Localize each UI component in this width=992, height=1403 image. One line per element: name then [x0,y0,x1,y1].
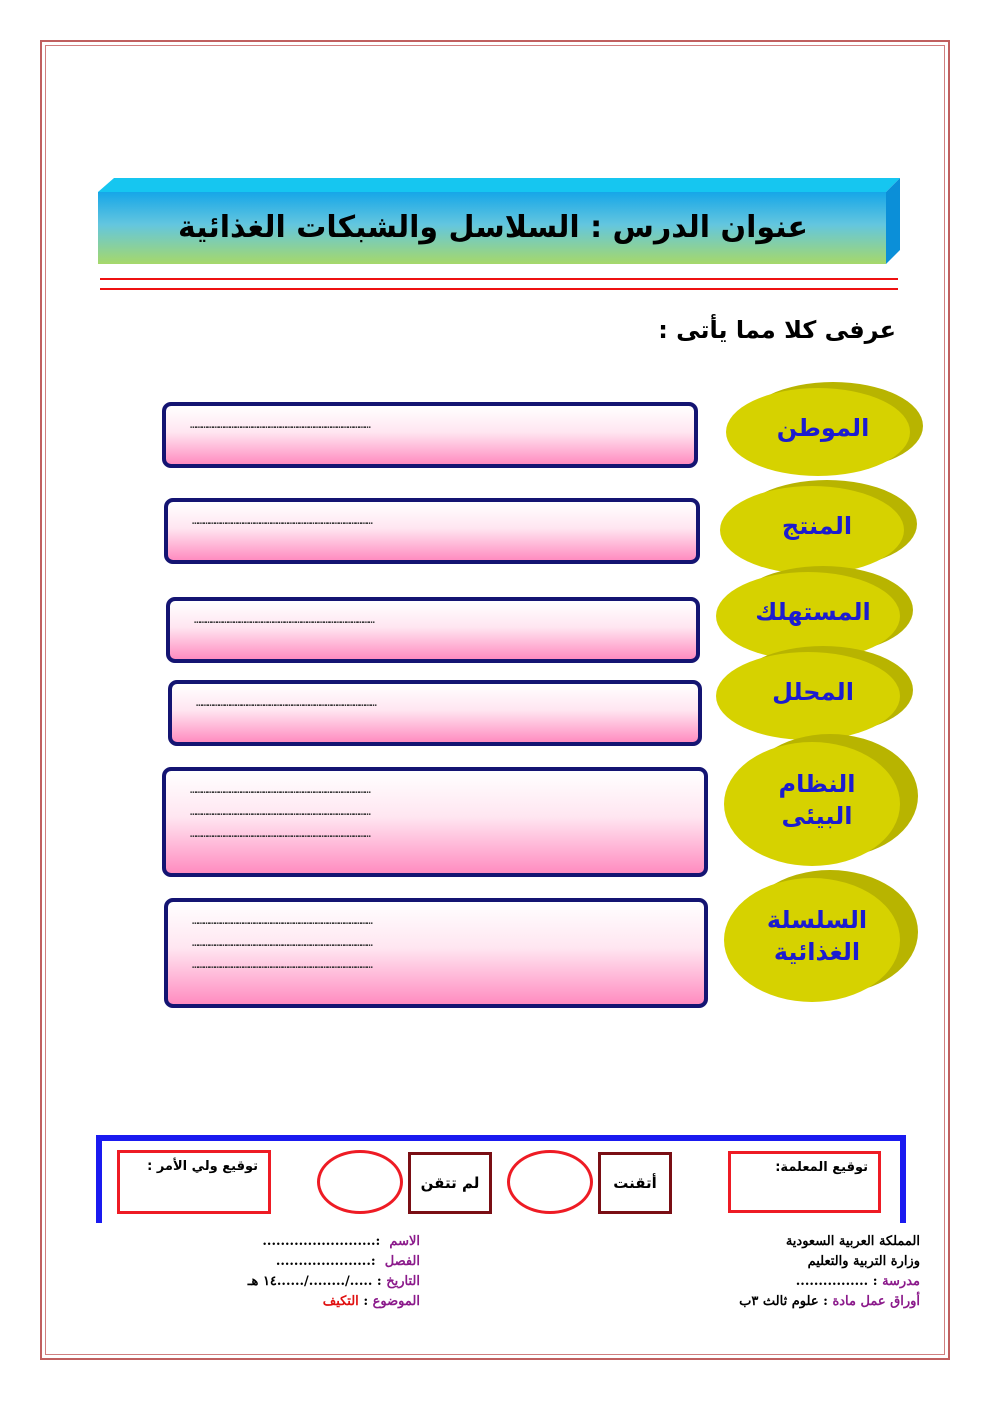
dotted-line: …………………………………………………………………………………… [190,827,370,840]
dotted-line: …………………………………………………………………………………… [192,936,372,949]
topic-row [248,1292,420,1312]
term-line: الموطن [776,414,870,442]
term-line: المستهلك [755,598,871,626]
not-mastered-box [408,1152,492,1214]
teacher-signature-box[interactable] [728,1151,881,1213]
date-value: : ...../......../......١٤ هـ [247,1274,382,1289]
topic-label: الموضوع [372,1294,420,1309]
divider-line-top [100,278,898,280]
term-oval-decomposer [708,640,918,744]
school-value: : ................ [795,1274,878,1289]
school-info [739,1232,920,1312]
name-label: الاسم [389,1234,420,1249]
term-oval-habitat [718,376,928,480]
dotted-line: …………………………………………………………………………………… [190,418,370,431]
answer-box-food-chain[interactable] [164,898,708,1008]
term-label [708,640,918,744]
mastered-circle[interactable] [507,1150,593,1214]
date-label: التاريخ [386,1274,420,1289]
not-mastered-circle[interactable] [317,1150,403,1214]
term-line: النظام [778,770,856,798]
worksheet-label: أوراق عمل مادة [832,1294,920,1309]
dotted-line: …………………………………………………………………………………… [196,696,376,709]
term-line: البيئى [781,802,853,830]
term-label [718,376,928,480]
name-row [248,1232,420,1252]
topic-separator: : [363,1294,369,1309]
dotted-line: …………………………………………………………………………………… [194,613,374,626]
term-line: المنتج [781,512,853,540]
answer-box-consumer[interactable] [166,597,700,663]
class-label: الفصل [384,1254,420,1269]
dotted-line: …………………………………………………………………………………… [192,958,372,971]
class-value: :..................... [275,1254,376,1269]
class-row [248,1252,420,1272]
mastered-label: أتقنت [613,1174,657,1192]
parent-signature-label: توقيع ولي الأمر : [147,1159,258,1174]
student-info [248,1232,420,1312]
dotted-line: …………………………………………………………………………………… [190,805,370,818]
lesson-title: عنوان الدرس : السلاسل والشبكات الغذائية [178,209,808,245]
parent-signature-box[interactable] [117,1150,271,1214]
term-label [712,730,922,870]
answer-box-producer[interactable] [164,498,700,564]
instruction-text: عرفى كلا مما يأتى : [658,316,896,344]
answer-box-ecosystem[interactable] [162,767,708,877]
answer-box-decomposer[interactable] [168,680,702,746]
school-row [739,1272,920,1292]
term-oval-food-chain [712,866,922,1006]
answer-box-habitat[interactable] [162,402,698,468]
school-label: مدرسة [882,1274,920,1289]
worksheet-value: : علوم ثالث ٣ب [739,1294,828,1309]
ministry-text: وزارة التربية والتعليم [807,1254,920,1269]
worksheet-row [739,1292,920,1312]
topic-value: التكيف [322,1294,359,1309]
dotted-line: …………………………………………………………………………………… [192,514,372,527]
divider-line-bottom [100,288,898,290]
not-mastered-label: لم تتقن [420,1174,480,1192]
term-oval-ecosystem [712,730,922,870]
lesson-title-banner [98,178,900,264]
dotted-line: …………………………………………………………………………………… [192,914,372,927]
teacher-signature-label: توقيع المعلمة: [775,1160,868,1175]
term-line: السلسلة [766,906,868,934]
dotted-line: …………………………………………………………………………………… [190,783,370,796]
term-line: الغذائية [773,938,861,966]
term-line: المحلل [772,678,854,706]
term-label [712,866,922,1006]
name-value: :......................... [262,1234,381,1249]
kingdom-text: المملكة العربية السعودية [785,1234,920,1249]
mastered-box [598,1152,672,1214]
date-row [248,1272,420,1292]
